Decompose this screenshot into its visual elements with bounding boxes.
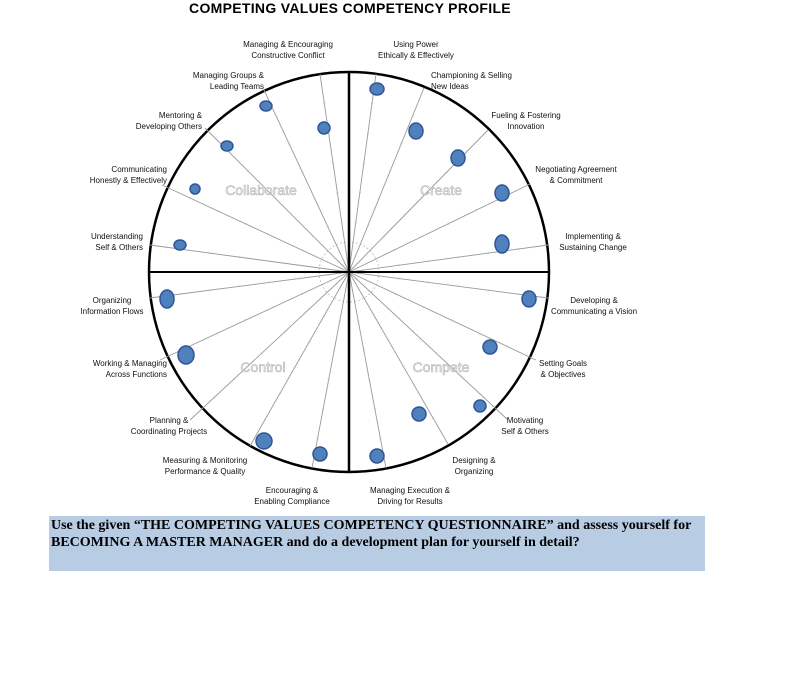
spoke-tick — [290, 213, 292, 215]
label-using-power: Using Power Ethically & Effectively — [378, 40, 454, 60]
spoke-tick — [428, 260, 430, 262]
label-managing-execution: Managing Execution & Driving for Results — [369, 486, 451, 506]
score-dot — [178, 346, 194, 364]
spoke-tick — [517, 248, 519, 250]
spoke-tick — [213, 397, 215, 399]
spoke-tick — [179, 293, 181, 295]
spoke-tick — [383, 236, 385, 238]
spoke-tick — [332, 162, 334, 164]
spoke-tick — [268, 260, 270, 262]
spoke-tick — [398, 264, 400, 266]
quadrant-label-control: Control — [240, 359, 286, 375]
spoke-tick — [432, 417, 434, 419]
spoke-tick — [404, 214, 406, 216]
spoke-tick — [322, 408, 324, 410]
spoke-tick — [273, 236, 275, 238]
spoke-tick — [487, 289, 489, 291]
label-developing-vision: Developing & Communicating a Vision — [550, 296, 638, 316]
spoke-tick — [328, 379, 330, 381]
spoke-tick — [517, 293, 519, 295]
spoke-tick — [298, 278, 300, 280]
spoke-tick — [323, 103, 325, 105]
spoke-tick — [301, 249, 303, 251]
spoke-tick — [378, 197, 380, 199]
score-dot — [522, 291, 536, 307]
score-dot — [474, 400, 486, 412]
spoke-tick — [264, 419, 266, 421]
spoke-tick — [294, 367, 296, 369]
label-designing-organizing: Designing & Organizing — [452, 456, 496, 476]
spoke-tick — [301, 171, 303, 173]
spoke-tick — [374, 408, 376, 410]
label-measuring-performance: Measuring & Monitoring Performance & Quality — [162, 456, 248, 476]
spoke-tick — [389, 170, 391, 172]
spoke-tick — [339, 320, 341, 322]
spoke-tick — [479, 333, 481, 335]
spoke-tick — [363, 349, 365, 351]
spoke-tick — [388, 308, 390, 310]
spoke-tick — [244, 319, 246, 321]
spoke-tick — [388, 340, 390, 342]
spoke-tick — [487, 252, 489, 254]
spoke-tick — [371, 103, 373, 105]
spoke-tick — [507, 346, 509, 348]
score-dot — [260, 101, 272, 111]
spoke-tick — [423, 306, 425, 308]
label-mentoring: Mentoring & Developing Others — [135, 111, 202, 131]
label-motivating: Motivating Self & Others — [501, 416, 549, 436]
label-working-across: Working & Managing Across Functions — [92, 359, 167, 379]
assignment-prompt: Use the given “THE COMPETING VALUES COMPETENCY QUESTIONNAIRE” and assess yourself for BECOMING A MASTER MANAGER and do a development plan for yourself in detail? — [49, 516, 705, 571]
spoke-tick — [367, 132, 369, 134]
score-dot — [160, 290, 174, 308]
spoke-tick — [451, 319, 453, 321]
spoke-tick — [314, 198, 316, 200]
spoke-tick — [483, 397, 485, 399]
spoke-tick — [363, 162, 365, 164]
spoke-tick — [317, 438, 319, 440]
profile-title: COMPETING VALUES COMPETENCY PROFILE — [189, 0, 511, 16]
score-dot — [451, 150, 465, 166]
spoke-tick — [301, 293, 303, 295]
spoke-tick — [298, 264, 300, 266]
score-dot — [483, 340, 497, 354]
quadrant-label-compete: Compete — [412, 359, 470, 375]
spoke-tick — [428, 281, 430, 283]
spoke-tick — [239, 285, 241, 287]
spoke-tick — [217, 210, 219, 212]
spoke-tick — [395, 293, 397, 295]
score-dot — [370, 83, 384, 95]
score-dot — [190, 184, 200, 194]
spoke-tick — [412, 115, 414, 117]
spoke-tick — [323, 315, 325, 317]
spoke-tick — [209, 289, 211, 291]
score-dot — [409, 123, 423, 139]
spoke-tick — [379, 438, 381, 440]
score-dot — [495, 235, 509, 253]
label-communicating: Communicating Honestly & Effectively — [89, 165, 167, 185]
score-dot — [174, 240, 186, 250]
spoke-tick — [420, 236, 422, 238]
score-dot — [495, 185, 509, 201]
spoke-tick — [272, 306, 274, 308]
spoke-tick — [216, 333, 218, 335]
spoke-tick — [367, 225, 369, 227]
quadrant-label-create: Create — [419, 182, 463, 198]
label-understanding-self: Understanding Self & Others — [90, 232, 143, 252]
spoke-tick — [398, 278, 400, 280]
spoke-tick — [359, 192, 361, 194]
spoke-tick — [393, 249, 395, 251]
spoke-tick — [357, 320, 359, 322]
spoke-tick — [261, 352, 263, 354]
label-setting-goals: Setting Goals & Objectives — [538, 359, 588, 379]
spoke-tick — [445, 172, 447, 174]
spoke-tick — [401, 142, 403, 144]
spoke-tick — [327, 226, 329, 228]
score-dot — [318, 122, 330, 134]
label-fueling-innovation: Fueling & Fostering Innovation — [491, 111, 561, 131]
spoke-tick — [402, 366, 404, 368]
spoke-tick — [435, 352, 437, 354]
spoke-tick — [308, 341, 310, 343]
spoke-tick — [268, 281, 270, 283]
spoke-tick — [333, 349, 335, 351]
spoke-tick — [284, 330, 286, 332]
label-championing-ideas: Championing & Selling New Ideas — [431, 71, 512, 91]
spoke-tick — [289, 144, 291, 146]
label-managing-groups: Managing Groups & Leading Teams — [192, 71, 264, 91]
spoke-tick — [448, 223, 450, 225]
spoke-tick — [417, 391, 419, 393]
spoke-tick — [457, 285, 459, 287]
label-managing-conflict: Managing & Encouraging Constructive Conflict — [243, 40, 333, 60]
score-dot — [313, 447, 327, 461]
spoke-tick — [373, 314, 375, 316]
spoke-tick — [209, 252, 211, 254]
label-encouraging-compliance: Encouraging & Enabling Compliance — [254, 486, 330, 506]
spoke-tick — [336, 192, 338, 194]
spoke-tick — [341, 222, 343, 224]
spoke-tick — [312, 235, 314, 237]
spoke-tick — [279, 393, 281, 395]
score-dot — [412, 407, 426, 421]
spoke-tick — [355, 222, 357, 224]
spoke-tick — [412, 330, 414, 332]
spoke-tick — [475, 209, 477, 211]
score-dot — [370, 449, 384, 463]
spoke-tick — [245, 223, 247, 225]
spoke-tick — [466, 150, 468, 152]
label-implementing-change: Implementing & Sustaining Change — [559, 232, 627, 252]
spoke-tick — [368, 379, 370, 381]
label-planning-projects: Planning & Coordinating Projects — [130, 416, 208, 436]
spoke-tick — [308, 308, 310, 310]
spoke-tick — [239, 256, 241, 258]
spoke-tick — [189, 197, 191, 199]
label-organizing-info: Organizing Information Flows — [80, 296, 144, 316]
spoke-tick — [247, 170, 249, 172]
label-negotiating: Negotiating Agreement & Commitment — [535, 165, 617, 185]
spoke-tick — [237, 375, 239, 377]
score-dot — [221, 141, 233, 151]
quadrant-label-collaborate: Collaborate — [225, 182, 297, 198]
spoke-tick — [276, 116, 278, 118]
score-dot — [256, 433, 272, 449]
spoke-tick — [457, 256, 459, 258]
